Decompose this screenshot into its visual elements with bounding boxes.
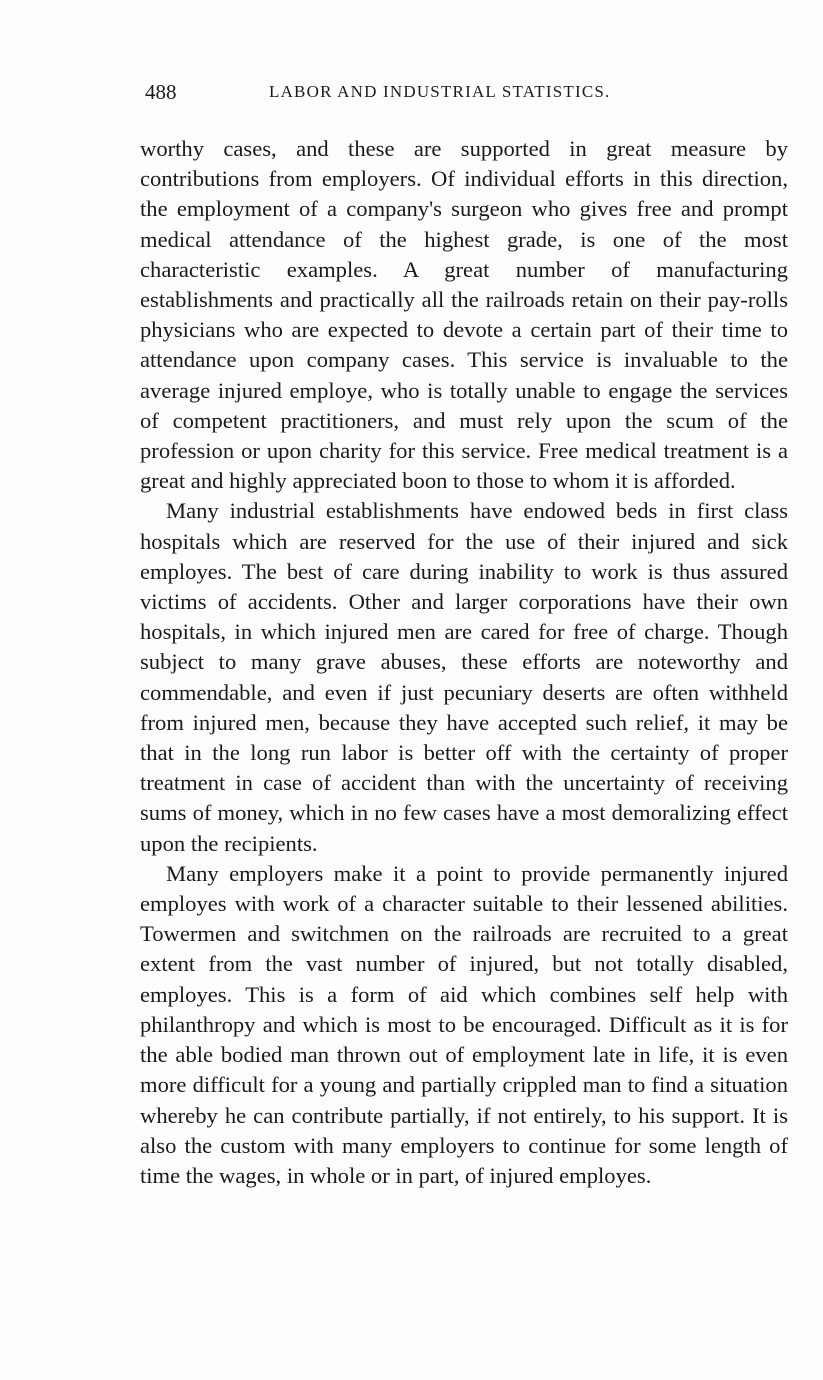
paragraph-hospitals: Many industrial establishments have endowed beds in first class hospitals which are reserved for the use of their injured and sick employes. The best of care during inability to work is thus assured victims of accidents. Other and larger corporations have their own hospitals, in which injured men are cared for free of charge. Though subject to many grave abuses, these efforts are noteworthy and commendable, and even if just pecuniary deserts are often withheld from injured men, because they have accepted such relief, it may be that in the long run labor is better off with the certainty of proper treatment in case of accident than with the uncertainty of receiving sums of money, which in no few cases have a most demoralizing effect upon the recipients. <box>140 498 788 856</box>
paragraph-medical-attendance: worthy cases, and these are supported in great measure by contributions from employers. Of individual efforts in this direction, the employment of a company's surgeon who gives free and prompt medical attendance of the highest grade, is one of the most characteristic examples. A great number of manufacturing establishments and practically all the railroads retain on their pay-rolls physicians who are expected to devote a certain part of their time to attendance upon company cases. This service is invaluable to the average injured employe, who is totally unable to engage the services of competent practitioners, and must rely upon the scum of the profession or upon charity for this service. Free medical treatment is a great and highly appreciated boon to those to whom it is afforded. <box>140 136 788 494</box>
body-text <box>140 134 788 1191</box>
page-number: 488 <box>145 80 177 104</box>
page-header <box>145 80 675 110</box>
paragraph-employment-aid: Many employers make it a point to provide permanently injured employes with work of a character suitable to their lessened abilities. Towermen and switchmen on the railroads are recruited to a great extent from the vast number of injured, but not totally disabled, employes. This is a form of aid which combines self help with philanthropy and which is most to be encouraged. Difficult as it is for the able bodied man thrown out of employment late in life, it is even more difficult for a young and partially crippled man to find a situation whereby he can contribute partially, if not entirely, to his support. It is also the custom with many employers to continue for some length of time the wages, in whole or in part, of injured employes. <box>140 860 788 1188</box>
running-head: LABOR AND INDUSTRIAL STATISTICS. <box>269 82 611 101</box>
